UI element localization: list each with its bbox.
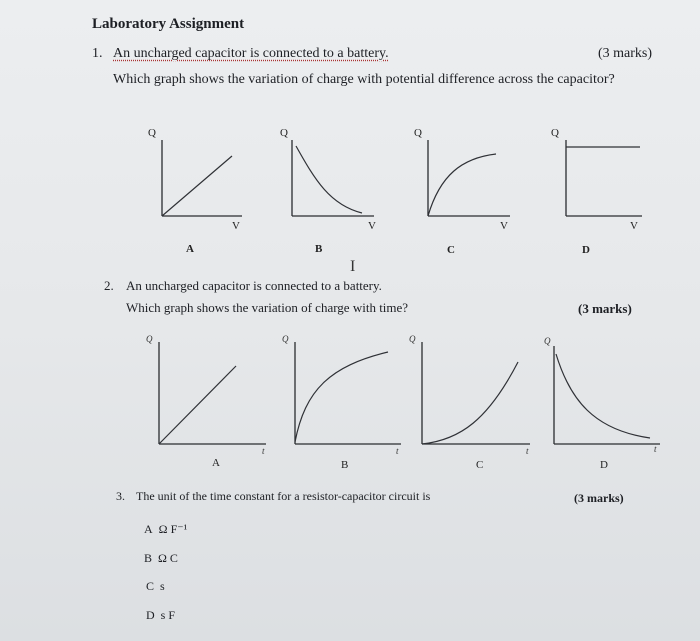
q2-graph-a-q-label: Q bbox=[146, 334, 153, 344]
text-cursor-icon: I bbox=[350, 258, 356, 275]
q1-subtext: Which graph shows the variation of charge with potential difference across the capacitor? bbox=[113, 72, 615, 87]
q1-graph-a-curve bbox=[162, 156, 232, 216]
q1-graph-c-v-label: V bbox=[500, 220, 508, 232]
q3-number: 3. bbox=[116, 489, 125, 503]
q3-option-c-letter: C bbox=[146, 579, 155, 593]
q2-graph-c-t-label: t bbox=[526, 446, 529, 456]
q1-graph-a-q-label: Q bbox=[148, 127, 156, 139]
q1-graph-d-q-label: Q bbox=[551, 127, 559, 139]
q2-graph-b-q-label: Q bbox=[282, 334, 289, 344]
q2-graph-b bbox=[282, 334, 401, 471]
q3-option-a-letter: A bbox=[144, 522, 153, 536]
q2-option-a-label: A bbox=[212, 457, 220, 469]
q3-option-b-letter: B bbox=[144, 551, 153, 565]
q1-graph-a bbox=[148, 127, 242, 255]
q2-text: An uncharged capacitor is connected to a battery. bbox=[126, 278, 382, 293]
q2-graph-a bbox=[146, 334, 266, 469]
q1-option-c-label: C bbox=[447, 244, 455, 256]
q2-graph-b-curve bbox=[295, 352, 388, 442]
q1-marks: (3 marks) bbox=[598, 46, 653, 61]
q1-graph-d-v-label: V bbox=[630, 220, 638, 232]
q2-subtext: Which graph shows the variation of charge with time? bbox=[126, 300, 409, 315]
q2-marks: (3 marks) bbox=[578, 301, 632, 316]
q1-option-b-label: B bbox=[315, 243, 323, 255]
q3-text: The unit of the time constant for a resistor-capacitor circuit is bbox=[136, 489, 431, 503]
q1-graph-c-curve bbox=[428, 154, 496, 216]
q2-graph-d-curve bbox=[556, 354, 650, 438]
q1-text: An uncharged capacitor is connected to a battery. bbox=[113, 46, 389, 61]
q3-option-d bbox=[146, 608, 175, 623]
q1-number: 1. bbox=[92, 46, 103, 61]
q2-graph-c-curve bbox=[422, 362, 518, 444]
q3-option-a-text: Ω F⁻¹ bbox=[158, 522, 188, 536]
q2-graph-d bbox=[544, 336, 660, 471]
q2-option-c-label: C bbox=[476, 459, 484, 471]
q1-graph-b-q-label: Q bbox=[280, 127, 288, 139]
q1-graph-c-q-label: Q bbox=[414, 127, 422, 139]
q1-option-d-label: D bbox=[582, 244, 590, 256]
q2-graph-c-q-label: Q bbox=[409, 334, 416, 344]
page-title: Laboratory Assignment bbox=[92, 16, 245, 32]
q2-graph-b-t-label: t bbox=[396, 446, 399, 456]
q1-graph-a-v-label: V bbox=[232, 220, 240, 232]
q1-graph-b-v-label: V bbox=[368, 220, 376, 232]
q3-option-c bbox=[146, 579, 165, 594]
q2-graph-c bbox=[409, 334, 530, 471]
q3-marks: (3 marks) bbox=[574, 491, 624, 505]
q1-graph-b-curve bbox=[296, 146, 362, 213]
q1-option-a-label: A bbox=[186, 243, 194, 255]
q2-graph-a-t-label: t bbox=[262, 446, 265, 456]
q3-option-b-text: Ω C bbox=[158, 551, 178, 565]
q2-option-b-label: B bbox=[341, 459, 349, 471]
q2-graph-a-curve bbox=[159, 366, 236, 444]
q2-number: 2. bbox=[104, 278, 114, 293]
q2-graph-d-t-label: t bbox=[654, 444, 657, 454]
q2-option-d-label: D bbox=[600, 459, 608, 471]
q1-graph-b bbox=[280, 127, 376, 255]
q1-graph-d bbox=[551, 127, 642, 256]
q3-option-c-text: s bbox=[160, 579, 165, 593]
q3-option-d-letter: D bbox=[146, 608, 155, 622]
q3-option-a bbox=[144, 522, 187, 537]
q3-option-b bbox=[144, 551, 178, 566]
q1-graph-c bbox=[414, 127, 510, 256]
q3-option-d-text: s F bbox=[160, 608, 176, 622]
q2-graph-d-q-label: Q bbox=[544, 336, 551, 346]
